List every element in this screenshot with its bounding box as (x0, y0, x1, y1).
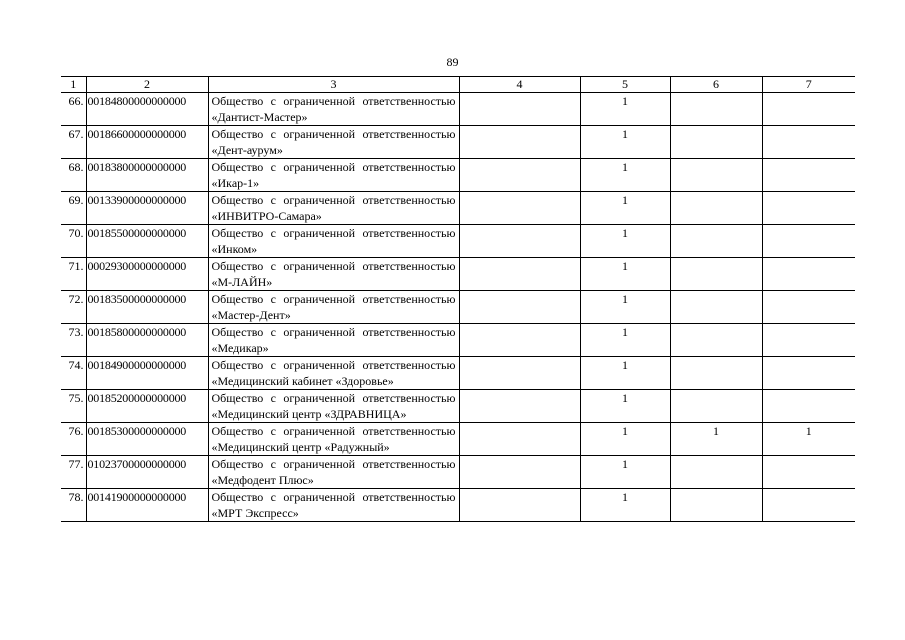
column-7-value (762, 258, 855, 291)
column-5-value: 1 (580, 390, 670, 423)
row-number: 68. (61, 159, 86, 192)
table-row (61, 159, 855, 192)
column-6-value (670, 291, 762, 324)
column-5-value: 1 (580, 192, 670, 225)
column-6-value (670, 225, 762, 258)
table-row (61, 126, 855, 159)
column-5-value: 1 (580, 159, 670, 192)
column-4-value (459, 357, 580, 390)
organization-name: Общество с ограниченной ответственностью «Мастер-Дент» (208, 291, 459, 324)
row-number: 71. (61, 258, 86, 291)
column-header: 3 (208, 77, 459, 93)
column-6-value (670, 456, 762, 489)
row-number: 76. (61, 423, 86, 456)
column-7-value (762, 489, 855, 522)
row-number: 66. (61, 93, 86, 126)
column-4-value (459, 489, 580, 522)
column-6-value (670, 489, 762, 522)
row-number: 69. (61, 192, 86, 225)
column-7-value (762, 291, 855, 324)
column-6-value (670, 324, 762, 357)
header-row (61, 77, 855, 93)
column-7-value: 1 (762, 423, 855, 456)
organization-name: Общество с ограниченной ответственностью «Медфодент Плюс» (208, 456, 459, 489)
column-7-value (762, 324, 855, 357)
table-row (61, 489, 855, 522)
column-7-value (762, 126, 855, 159)
column-4-value (459, 291, 580, 324)
table-row (61, 324, 855, 357)
registry-code: 00185800000000000 (86, 324, 208, 357)
column-6-value (670, 126, 762, 159)
row-number: 74. (61, 357, 86, 390)
registry-code: 00183800000000000 (86, 159, 208, 192)
row-number: 77. (61, 456, 86, 489)
column-5-value: 1 (580, 489, 670, 522)
organization-name: Общество с ограниченной ответственностью «Дент-аурум» (208, 126, 459, 159)
registry-table (61, 76, 855, 522)
column-5-value: 1 (580, 225, 670, 258)
column-header: 2 (86, 77, 208, 93)
column-6-value (670, 357, 762, 390)
column-4-value (459, 126, 580, 159)
column-5-value: 1 (580, 291, 670, 324)
column-4-value (459, 324, 580, 357)
organization-name: Общество с ограниченной ответственностью «Инком» (208, 225, 459, 258)
row-number: 73. (61, 324, 86, 357)
table-row (61, 225, 855, 258)
column-7-value (762, 357, 855, 390)
table-row (61, 291, 855, 324)
column-7-value (762, 390, 855, 423)
column-4-value (459, 159, 580, 192)
registry-code: 00186600000000000 (86, 126, 208, 159)
column-6-value: 1 (670, 423, 762, 456)
registry-code: 00029300000000000 (86, 258, 208, 291)
column-6-value (670, 192, 762, 225)
column-4-value (459, 93, 580, 126)
table-row (61, 258, 855, 291)
organization-name: Общество с ограниченной ответственностью «Икар-1» (208, 159, 459, 192)
column-6-value (670, 159, 762, 192)
table-row (61, 192, 855, 225)
column-5-value: 1 (580, 93, 670, 126)
column-4-value (459, 258, 580, 291)
table-row (61, 423, 855, 456)
table-row (61, 456, 855, 489)
registry-code: 00184800000000000 (86, 93, 208, 126)
column-5-value: 1 (580, 423, 670, 456)
column-4-value (459, 225, 580, 258)
registry-code: 00141900000000000 (86, 489, 208, 522)
row-number: 70. (61, 225, 86, 258)
registry-code: 00184900000000000 (86, 357, 208, 390)
organization-name: Общество с ограниченной ответственностью «МРТ Экспресс» (208, 489, 459, 522)
table-row (61, 357, 855, 390)
organization-name: Общество с ограниченной ответственностью «М-ЛАЙН» (208, 258, 459, 291)
row-number: 67. (61, 126, 86, 159)
column-7-value (762, 159, 855, 192)
organization-name: Общество с ограниченной ответственностью «Дантист-Мастер» (208, 93, 459, 126)
column-6-value (670, 93, 762, 126)
registry-code: 00185500000000000 (86, 225, 208, 258)
column-6-value (670, 258, 762, 291)
column-5-value: 1 (580, 456, 670, 489)
column-header: 6 (670, 77, 762, 93)
column-7-value (762, 192, 855, 225)
row-number: 78. (61, 489, 86, 522)
row-number: 72. (61, 291, 86, 324)
column-4-value (459, 423, 580, 456)
registry-code: 00133900000000000 (86, 192, 208, 225)
column-7-value (762, 225, 855, 258)
column-4-value (459, 390, 580, 423)
column-header: 7 (762, 77, 855, 93)
registry-code: 01023700000000000 (86, 456, 208, 489)
column-4-value (459, 456, 580, 489)
organization-name: Общество с ограниченной ответственностью «Медицинский центр «ЗДРАВНИЦА» (208, 390, 459, 423)
registry-code: 00183500000000000 (86, 291, 208, 324)
column-7-value (762, 93, 855, 126)
column-6-value (670, 390, 762, 423)
organization-name: Общество с ограниченной ответственностью «Медицинский центр «Радужный» (208, 423, 459, 456)
column-header: 5 (580, 77, 670, 93)
column-4-value (459, 192, 580, 225)
row-number: 75. (61, 390, 86, 423)
registry-code: 00185300000000000 (86, 423, 208, 456)
table-row (61, 93, 855, 126)
column-5-value: 1 (580, 258, 670, 291)
column-7-value (762, 456, 855, 489)
column-header: 4 (459, 77, 580, 93)
column-header: 1 (61, 77, 86, 93)
registry-code: 00185200000000000 (86, 390, 208, 423)
table-row (61, 390, 855, 423)
column-5-value: 1 (580, 357, 670, 390)
column-5-value: 1 (580, 324, 670, 357)
organization-name: Общество с ограниченной ответственностью «ИНВИТРО-Самара» (208, 192, 459, 225)
organization-name: Общество с ограниченной ответственностью «Медикар» (208, 324, 459, 357)
column-5-value: 1 (580, 126, 670, 159)
organization-name: Общество с ограниченной ответственностью «Медицинский кабинет «Здоровье» (208, 357, 459, 390)
page-number: 89 (446, 55, 459, 69)
